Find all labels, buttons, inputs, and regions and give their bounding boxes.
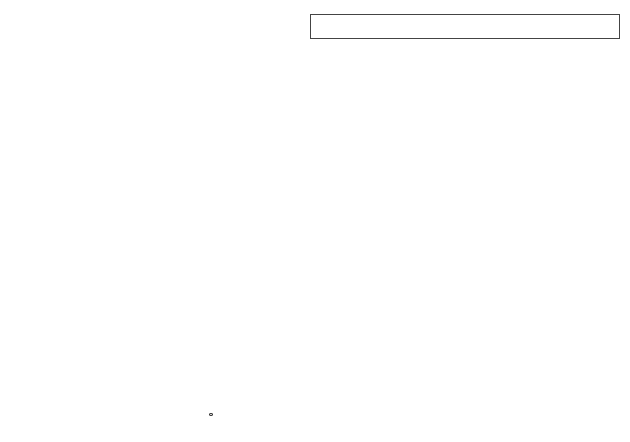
seal-mark bbox=[209, 413, 213, 416]
notes-box bbox=[310, 14, 620, 39]
